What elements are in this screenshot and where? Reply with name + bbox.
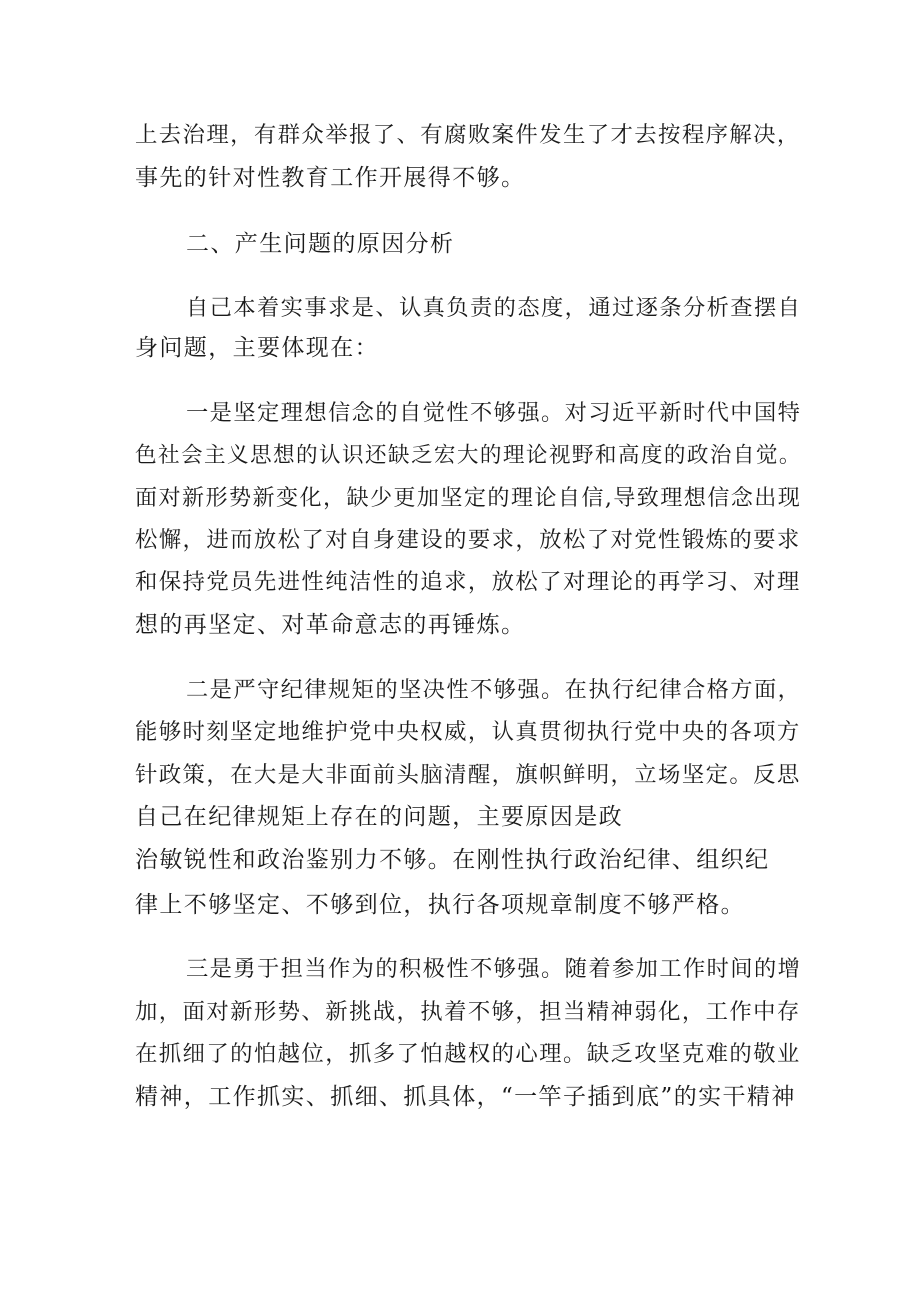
paragraph-line: 二是严守纪律规矩的坚决性不够强。在执行纪律合格方面， <box>186 677 802 703</box>
paragraph-line: 事先的针对性教育工作开展得不够。 <box>135 165 526 191</box>
paragraph-line: 针政策，在大是大非面前头脑清醒，旗帜鲜明，立场坚定。反思 <box>135 762 801 788</box>
paragraph-line: 上去治理，有群众举报了、有腐败案件发生了才去按程序解决， <box>135 122 801 148</box>
paragraph-line: 治敏锐性和政治鉴别力不够。在刚性执行政治纪律、组织纪 <box>135 847 770 873</box>
paragraph-line: 三是勇于担当作为的积极性不够强。随着参加工作时间的增 <box>186 956 802 982</box>
paragraph-line: 在抓细了的怕越位，抓多了怕越权的心理。缺乏攻坚克难的敬业 <box>135 1041 801 1067</box>
paragraph-line: 松懈，进而放松了对自身建设的要求，放松了对党性锻炼的要求 <box>135 527 801 553</box>
paragraph-line: 和保持党员先进性纯洁性的追求，放松了对理论的再学习、对理 <box>135 569 801 595</box>
paragraph-line: 能够时刻坚定地维护党中央权威，认真贯彻执行党中央的各项方 <box>135 719 801 745</box>
paragraph-line: 色社会主义思想的认识还缺乏宏大的理论视野和高度的政治自觉。 <box>135 443 802 468</box>
paragraph-line: 加，面对新形势、新挑战，执着不够，担当精神弱化，工作中存 <box>135 999 801 1025</box>
paragraph-line: 自己本着实事求是、认真负责的态度，通过逐条分析查摆自 <box>186 295 802 321</box>
section-heading: 二、产生问题的原因分析 <box>186 231 455 257</box>
paragraph-line: 想的再坚定、对革命意志的再锤炼。 <box>135 612 526 638</box>
paragraph-line: 律上不够坚定、不够到位，执行各项规章制度不够严格。 <box>135 892 745 918</box>
paragraph-line: 身问题，主要体现在： <box>135 335 379 361</box>
paragraph-line: 自己在纪律规矩上存在的问题，主要原因是政 <box>135 804 623 830</box>
paragraph-line: 一是坚定理想信念的自觉性不够强。对习近平新时代中国特 <box>186 400 802 426</box>
paragraph-line: 精神，工作抓实、抓细、抓具体，“一竿子插到底”的实干精神 <box>135 1084 796 1110</box>
paragraph-line: 面对新形势新变化，缺少更加坚定的理论自信,导致理想信念出现 <box>135 485 802 511</box>
